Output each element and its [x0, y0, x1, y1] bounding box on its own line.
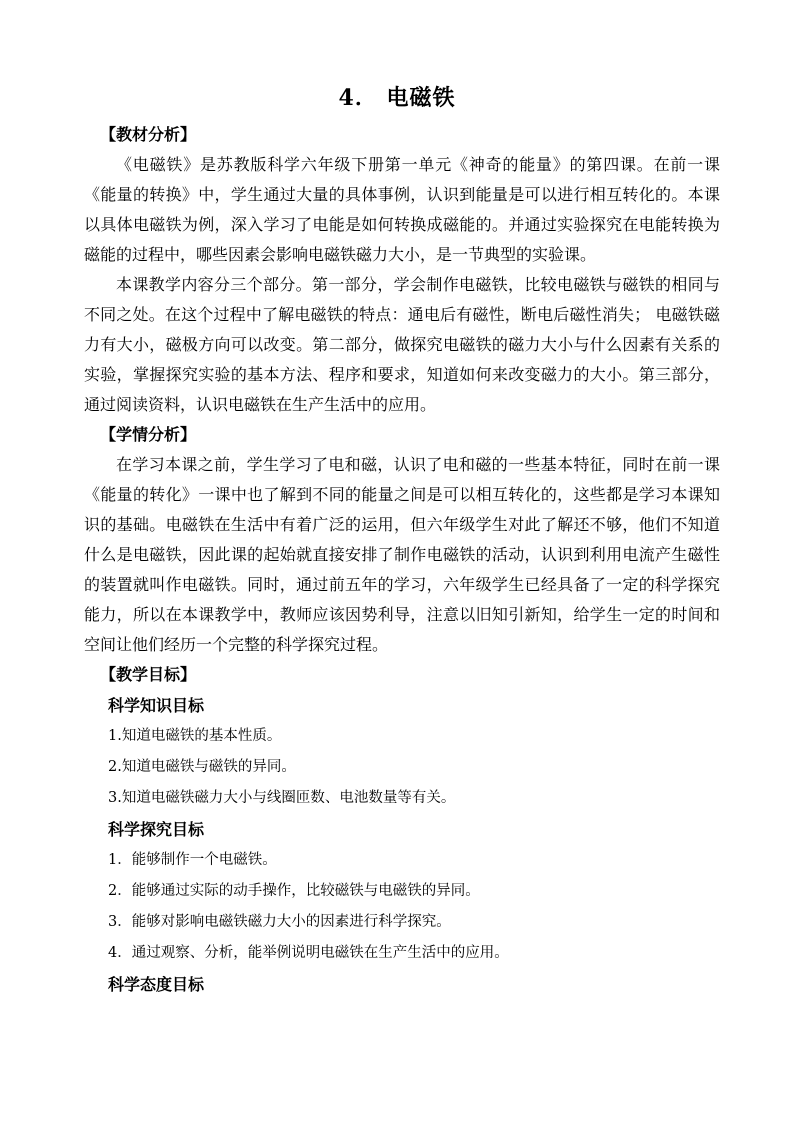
subheading-inquiry-goals: 科学探究目标: [108, 820, 205, 839]
paragraph: 在学习本课之前，学生学习了电和磁，认识了电和磁的一些基本特征，同时在前一课《能量的转化》一课中也了解到不同的能量之间是可以相互转化的，这些都是学习本课知识的基础。电磁铁在生活中有着广泛的运用，但六年级学生对此了解还不够，他们不知道什么是电磁铁，因此课的起始就直接安排了制作电磁铁的活动，认识到利用电流产生磁性的装置就叫作电磁铁。同时，通过前五年的学习，六年级学生已经具备了一定的科学探究能力，所以在本课教学中，教师应该因势利导，注意以旧知引新知，给学生一定的时间和空间让他们经历一个完整的科学探究过程。: [84, 455, 720, 654]
section-heading-teaching-goals: 【教学目标】: [100, 665, 197, 684]
list-item: 2.知道电磁铁与磁铁的异同。: [108, 759, 296, 775]
paragraph: 本课教学内容分三个部分。第一部分，学会制作电磁铁，比较电磁铁与磁铁的相同与不同之处。在这个过程中了解电磁铁的特点：通电后有磁性，断电后磁性消失； 电磁铁磁力有大小，磁极方向可以改变。第二部分，做探究电磁铁的磁力大小与什么因素有关系的实验，掌握探究实验的基本方法、程序和要求，知道如何来改变磁力的大小。第三部分，通过阅读资料，认识电磁铁在生产生活中的应用。: [84, 275, 720, 414]
page-title: 4． 电磁铁: [338, 85, 456, 111]
list-item: 1．能够制作一个电磁铁。: [108, 852, 277, 868]
document-body: [84, 120, 720, 1000]
list-item: 3.知道电磁铁磁力大小与线圈匝数、电池数量等有关。: [108, 790, 456, 806]
subheading-knowledge-goals: 科学知识目标: [108, 696, 205, 715]
list-item: 1.知道电磁铁的基本性质。: [108, 728, 282, 744]
list-item: 2．能够通过实际的动手操作，比较磁铁与电磁铁的异同。: [108, 883, 480, 899]
list-item: 4．通过观察、分析，能举例说明电磁铁在生产生活中的应用。: [108, 945, 509, 961]
paragraph: 《电磁铁》是苏教版科学六年级下册第一单元《神奇的能量》的第四课。在前一课《能量的转换》中，学生通过大量的具体事例，认识到能量是可以进行相互转化的。本课以具体电磁铁为例，深入学习了电能是如何转换成磁能的。并通过实验探究在电能转换为磁能的过程中，哪些因素会影响电磁铁磁力大小，是一节典型的实验课。: [84, 155, 720, 264]
subheading-attitude-goals: 科学态度目标: [108, 975, 205, 994]
section-heading-textbook-analysis: 【教材分析】: [100, 125, 197, 144]
list-item: 3．能够对影响电磁铁磁力大小的因素进行科学探究。: [108, 914, 451, 930]
section-heading-student-analysis: 【学情分析】: [100, 425, 197, 444]
